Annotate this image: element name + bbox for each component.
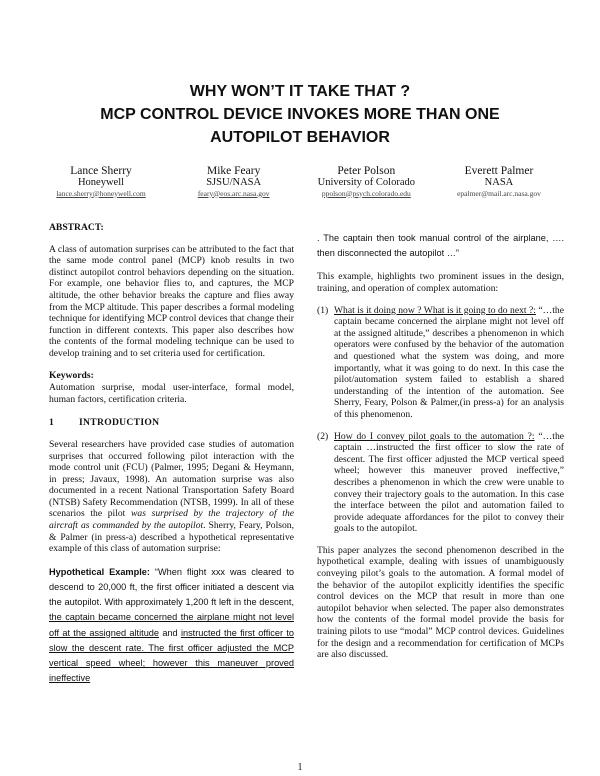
left-column <box>49 222 294 696</box>
author-affiliation: NASA <box>484 177 514 188</box>
author-list <box>36 165 564 199</box>
right-column <box>317 231 564 671</box>
author-block <box>434 165 564 199</box>
title-line-2: MCP CONTROL DEVICE INVOKES MORE THAN ONE <box>100 106 500 123</box>
keywords-text: Automation surprise, modal user-interface, formal model, human factors, certification criteria. <box>49 382 294 405</box>
intro-text-a: Several researchers have provided case studies of automation surprises that occurred following pilot interaction with the mode control unit (FCU) (Palmer, 1995; Degani & Heymann, in press; Javaux, 1998). An automation surprise was also documented in a recent National Transportation Safety Board (NTSB) Safety Recommendation (NTSB, 1999). In all of these scenarios the pilot <box>49 438 294 520</box>
list-item <box>317 431 564 535</box>
title-line-1: WHY WON’T IT TAKE THAT ? <box>189 83 411 100</box>
author-affiliation: University of Colorado <box>317 177 416 188</box>
title-line-3: AUTOPILOT BEHAVIOR <box>210 129 390 146</box>
paper-title <box>0 80 600 149</box>
example-label: Hypothetical Example: <box>49 566 150 577</box>
example-paragraph <box>49 565 294 687</box>
author-block <box>36 165 166 199</box>
list-item-text: “…the captain …instructed the first officer to slow the rate of descent. The first officer adjusted the MCP vertical speed wheel; however this maneuver proved ineffective,” describes a phenomenon in which the crew were unable to convey their trajectory goals to the automation. In this case the interface between the pilot and automation failed to provide adequate affordances for the pilot to convey their goals to the autopilot. <box>334 430 564 535</box>
keywords-heading: Keywords: <box>49 369 94 381</box>
list-item-number: (2) <box>317 430 329 442</box>
author-affiliation: SJSU/NASA <box>206 177 262 188</box>
list-item-body <box>334 431 564 535</box>
intro-text-italic: was surprised by the trajectory of the aircraft as commanded by the autopilot <box>49 508 294 532</box>
example-underline-a: the captain became concerned the airplane might not level off at the assigned altitude <box>49 612 294 638</box>
author-email-link[interactable]: lance.sherry@honeywell.com <box>56 188 146 198</box>
page-number: 1 <box>297 762 303 773</box>
list-item-body <box>334 305 564 421</box>
right-intro-paragraph: This example, highlights two prominent issues in the design, training, and operation of complex automation: <box>317 271 564 294</box>
author-block <box>169 165 299 199</box>
example-text-b: and <box>159 627 181 638</box>
intro-paragraph <box>49 439 294 555</box>
example-text-a: “When flight xxx was cleared to descend to 20,000 ft, the first officer initiated a descent via the autopilot. With approximately 1,200 ft left in the descent, <box>49 566 294 608</box>
author-name: Everett Palmer <box>464 165 534 177</box>
author-block <box>301 165 431 199</box>
author-name: Lance Sherry <box>70 165 132 177</box>
list-item-number: (1) <box>317 304 329 316</box>
closing-paragraph: This paper analyzes the second phenomenon described in the hypothetical example, dealing with issues of unambiguously conveying pilot’s goals to the automation. A formal model of the behavior of the autopilot explicitly identifies the specific control devices on the MCP that result in more than one autopilot behavior when selected. The paper also demonstrates how the contents of the formal model provide the basis for training pilots to use “modal” MCP control devices. Guidelines for the design and a recommendation for certification of MCPs are also discussed. <box>317 544 564 661</box>
list-item-question: How do I convey pilot goals to the automation ?: <box>334 430 535 442</box>
author-affiliation: Honeywell <box>77 177 125 188</box>
example-underline-b: instructed the first officer to slow the descent rate. The first officer adjusted the MCP vertical speed wheel; however this maneuver proved ineffective <box>49 627 294 684</box>
abstract-text: A class of automation surprises can be attributed to the fact that the same mode control panel (MCP) knob results in two distinct autopilot control behaviors depending on the situation. For example, one behavior flies to, and captures, the MCP altitude, the other behavior breaks the capture and flies away from the MCP altitude. This paper describes a formal modeling technique for identifying MCP control devices that change their function in different contexts. This paper also describes how the contents of the formal modeling technique can be used to develop training and to set criteria used for certification. <box>49 243 294 359</box>
list-item-text: “…the captain became concerned the airplane might not level off at the assigned altitude,” describes a phenomenon in which operators were confused by the behavior of the automation and questioned what the system was doing, and more importantly, what it was going to do next. In this case the pilot/automation system failed to establish a shared understanding of the intention of the automation. See Sherry, Feary, Polson & Palmer,(in press-a) for an analysis of this phenomenon. <box>334 304 564 420</box>
list-item-question: What is it doing now ? What is it going to do next ?: <box>334 304 536 316</box>
section-number: 1 <box>49 417 55 429</box>
author-name: Mike Feary <box>206 165 261 177</box>
list-item <box>317 305 564 421</box>
example-continued-text: . The captain then took manual control of the airplane, …. then disconnected the autopilot …” <box>317 233 564 259</box>
author-email: epalmer@mail.arc.nasa.gov <box>457 188 541 198</box>
section-title: INTRODUCTION <box>79 417 160 429</box>
example-continuation <box>317 231 564 261</box>
section-heading <box>49 417 294 429</box>
abstract-heading: ABSTRACT: <box>49 222 104 233</box>
author-email-link[interactable]: ppolson@psych.colorado.edu <box>321 188 411 198</box>
intro-text-b: . Sherry, Feary, Polson, & Palmer (in press-a) described a hypothetical representative example of this class of automation surprise: <box>49 520 295 555</box>
author-name: Peter Polson <box>337 165 396 177</box>
author-email-link[interactable]: feary@eos.arc.nasa.gov <box>197 188 270 198</box>
